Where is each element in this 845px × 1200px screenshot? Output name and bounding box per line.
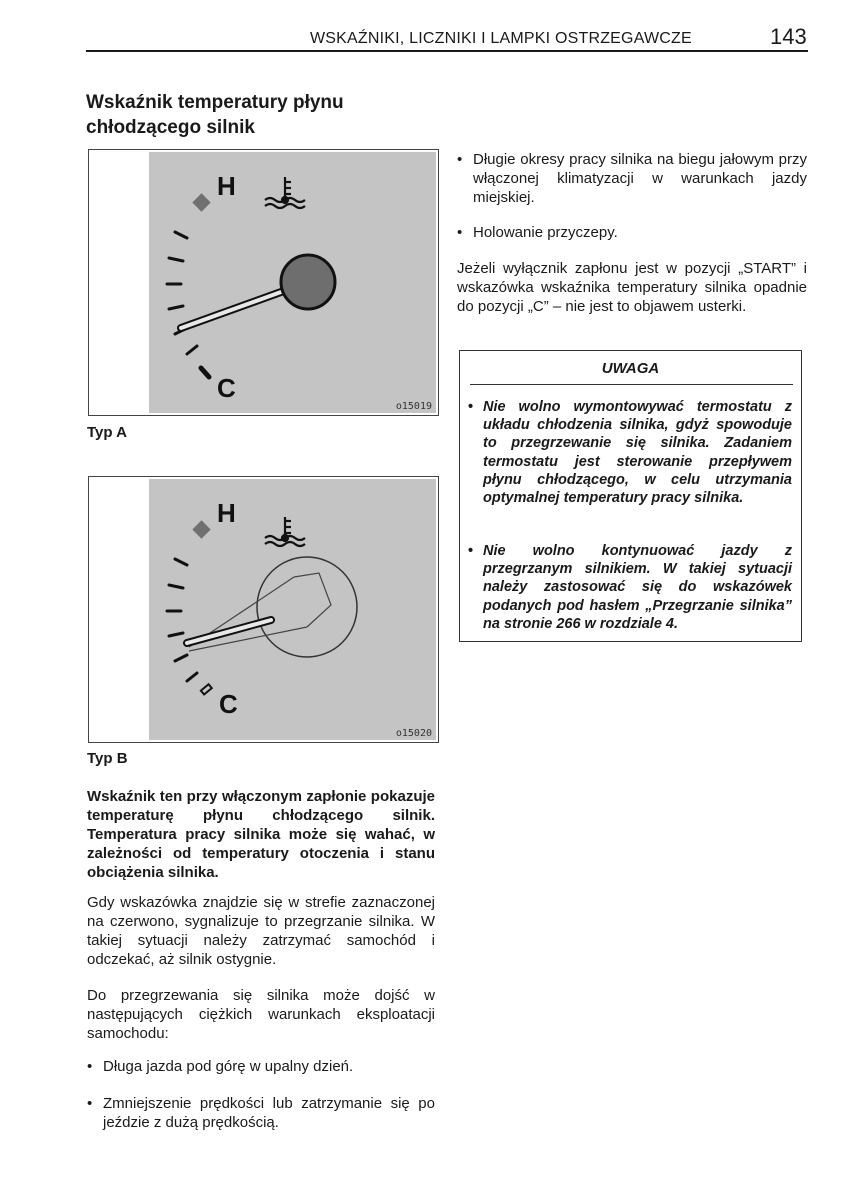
red-zone-paragraph: Gdy wskazówka znajdzie się w strefie zaznaczonej na czerwono, sygnalizuje to przegrzanie silnika. W takiej sytuacji należy zatrzymać samochód i odczekać, aż silnik ostygnie. <box>87 894 435 968</box>
hot-label: H <box>217 498 236 528</box>
gauge-figure-type-a <box>88 149 439 416</box>
warning-rule <box>470 384 793 385</box>
cold-label: C <box>217 373 236 403</box>
section-heading: Wskaźnik temperatury płynu chłodzącego silnik <box>86 92 344 138</box>
figure-caption-a: Typ A <box>87 424 127 441</box>
list-item: • Długa jazda pod górę w upalny dzień. <box>87 1057 435 1076</box>
gauge-figure-type-b <box>88 476 439 743</box>
page-number: 143 <box>770 24 807 49</box>
needle-hub <box>281 255 335 309</box>
hot-label: H <box>217 171 236 201</box>
warning-box <box>459 350 802 642</box>
warning-item: • Nie wolno kontynuować jazdy z przegrzanym silnikiem. W takiej sytuacji należy zastosować się do wskazówek podanych pod hasłem „Przegrzanie silnika” na stronie 266 w rozdziale 4. <box>468 542 792 633</box>
conditions-paragraph: Do przegrzewania się silnika może dojść w następujących ciężkich warunkach eksploatacji samochodu: <box>87 987 435 1042</box>
intro-paragraph: Wskaźnik ten przy włączonym zapłonie pokazuje temperaturę płynu chłodzącego silnik. Temperatura pracy silnika może się wahać, w zależności od temperatury otoczenia i stanu obciążenia silnika. <box>87 788 435 881</box>
header-rule <box>86 50 808 52</box>
red-zone-marker <box>192 520 210 538</box>
warning-title: UWAGA <box>601 360 660 377</box>
cold-label: C <box>219 689 238 719</box>
temperature-gauge-illustration-b <box>89 477 438 742</box>
figure-code: o15019 <box>395 401 432 412</box>
coolant-temperature-icon <box>265 177 305 208</box>
figure-code: o15020 <box>395 728 432 739</box>
figure-caption-b: Typ B <box>87 750 128 767</box>
warning-item: • Nie wolno wymontowywać termostatu z układu chłodzenia silnika, gdyż spowoduje to przegrzewanie się silnika. Zadaniem termostatu jest sterowanie przepływem płynu chłodzącego, w celu utrzymania optymalnej temperatury pracy silnika. <box>468 398 792 507</box>
needle-hub-outline <box>257 557 357 657</box>
list-item: • Zmniejszenie prędkości lub zatrzymanie się po jeździe z dużą prędkością. <box>87 1094 435 1132</box>
coolant-temperature-icon <box>265 517 305 546</box>
running-header: WSKAŹNIKI, LICZNIKI I LAMPKI OSTRZEGAWCZE <box>310 30 692 47</box>
list-item: • Długie okresy pracy silnika na biegu jałowym przy włączonej klimatyzacji w warunkach jazdy miejskiej. <box>457 150 807 207</box>
list-item: • Holowanie przyczepy. <box>457 223 807 242</box>
temperature-gauge-illustration-a <box>89 150 438 415</box>
red-zone-marker <box>192 193 210 211</box>
start-position-paragraph: Jeżeli wyłącznik zapłonu jest w pozycji „START” i wskazówka wskaźnika temperatury silnika opadnie do pozycji „C” – nie jest to objawem usterki. <box>457 260 807 315</box>
